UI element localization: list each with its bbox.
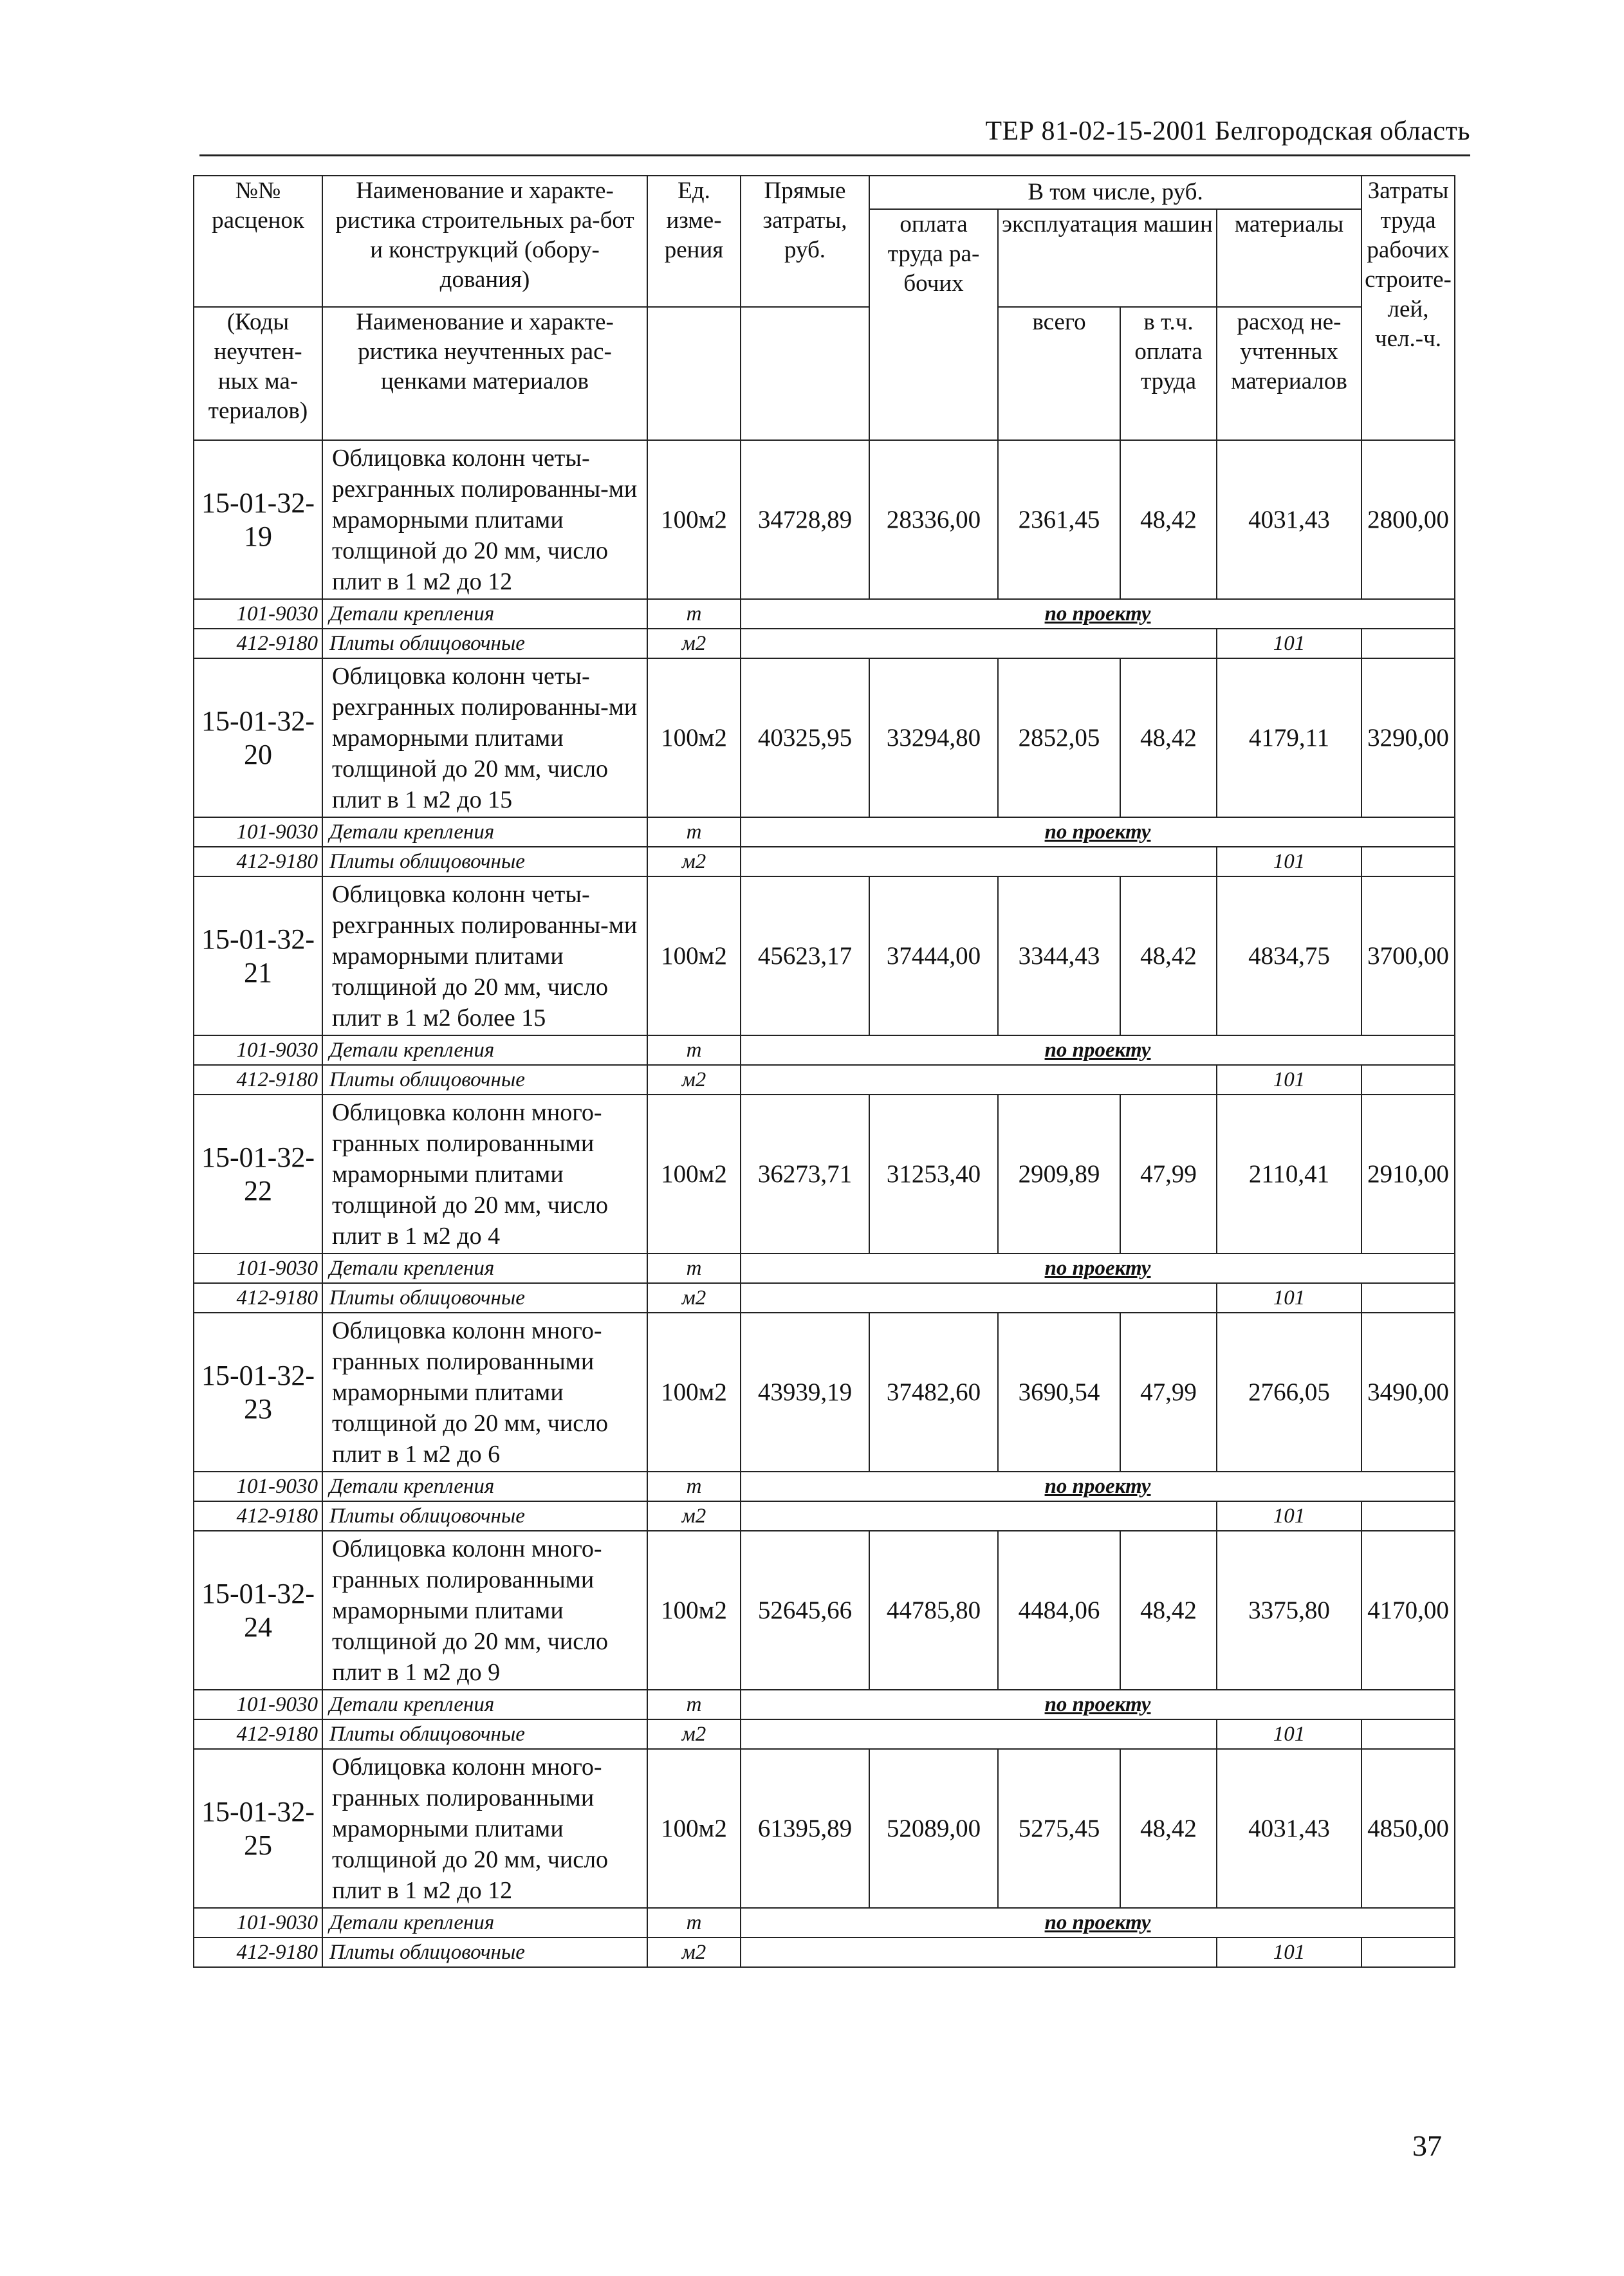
rate-name: Облицовка колонн много-гранных полированными мраморными плитами толщиной до 20 мм, число плит в 1 м2 до 12 (322, 1749, 647, 1908)
rate-wages: 28336,00 (869, 440, 998, 599)
material-unit: м2 (647, 1719, 741, 1749)
rate-machines-wages: 48,42 (1120, 876, 1217, 1035)
rate-materials: 3375,80 (1217, 1531, 1361, 1690)
col-header-direct: Прямые затраты, руб. (741, 176, 869, 307)
page-header (199, 115, 1470, 156)
material-code: 412-9180 (194, 1719, 322, 1749)
rate-row (194, 1095, 1455, 1254)
material-code: 101-9030 (194, 599, 322, 629)
material-unit: т (647, 599, 741, 629)
material-row (194, 1283, 1455, 1313)
rate-direct-costs: 52645,66 (741, 1531, 869, 1690)
rate-direct-costs: 45623,17 (741, 876, 869, 1035)
rate-name: Облицовка колонн четы-рехгранных полированны-ми мраморными плитами толщиной до 20 мм, число плит в 1 м2 до 15 (322, 658, 647, 817)
col-header-machines: эксплуатация машин (998, 209, 1217, 307)
rate-unit: 100м2 (647, 440, 741, 599)
rate-row (194, 1531, 1455, 1690)
material-code: 101-9030 (194, 1472, 322, 1501)
material-unit: м2 (647, 1283, 741, 1313)
material-unit: м2 (647, 1938, 741, 1967)
rate-unit: 100м2 (647, 1313, 741, 1472)
rate-labor: 4170,00 (1361, 1531, 1455, 1690)
material-name: Детали крепления (322, 1254, 647, 1283)
rate-unit: 100м2 (647, 1095, 741, 1254)
header-row-1 (194, 176, 1455, 209)
rate-row (194, 440, 1455, 599)
material-row (194, 847, 1455, 876)
material-quantity: по проекту (741, 1472, 1455, 1501)
rate-machines-wages: 48,42 (1120, 1749, 1217, 1908)
material-quantity: по проекту (741, 1035, 1455, 1065)
rate-direct-costs: 36273,71 (741, 1095, 869, 1254)
rate-name: Облицовка колонн много-гранных полированными мраморными плитами толщиной до 20 мм, число плит в 1 м2 до 4 (322, 1095, 647, 1254)
material-row (194, 1719, 1455, 1749)
col-header-code-alt: (Коды неучтен-ных ма-териалов) (194, 307, 322, 440)
material-unit: м2 (647, 1065, 741, 1095)
rate-labor: 3290,00 (1361, 658, 1455, 817)
material-code: 412-9180 (194, 1938, 322, 1967)
material-name: Детали крепления (322, 1472, 647, 1501)
material-unit: т (647, 1035, 741, 1065)
rate-machines-total: 4484,06 (998, 1531, 1120, 1690)
rate-code: 15-01-32-22 (194, 1095, 322, 1254)
material-name: Плиты облицовочные (322, 629, 647, 658)
rate-machines-total: 2852,05 (998, 658, 1120, 817)
material-row (194, 599, 1455, 629)
rate-machines-wages: 48,42 (1120, 658, 1217, 817)
material-row (194, 1035, 1455, 1065)
material-code: 101-9030 (194, 1254, 322, 1283)
rate-unit: 100м2 (647, 876, 741, 1035)
rate-wages: 44785,80 (869, 1531, 998, 1690)
material-quantity: по проекту (741, 599, 1455, 629)
material-quantity: 101 (1217, 1938, 1361, 1967)
rate-code: 15-01-32-24 (194, 1531, 322, 1690)
material-name: Детали крепления (322, 1035, 647, 1065)
material-name: Детали крепления (322, 1690, 647, 1719)
rate-name: Облицовка колонн много-гранных полированными мраморными плитами толщиной до 20 мм, число плит в 1 м2 до 6 (322, 1313, 647, 1472)
rate-labor: 2800,00 (1361, 440, 1455, 599)
material-code: 101-9030 (194, 1908, 322, 1938)
material-quantity: 101 (1217, 1065, 1361, 1095)
material-code: 412-9180 (194, 1065, 322, 1095)
rate-code: 15-01-32-20 (194, 658, 322, 817)
col-header-materials: материалы (1217, 209, 1361, 307)
col-header-machines-wages: в т.ч. оплата труда (1120, 307, 1217, 440)
rate-code: 15-01-32-21 (194, 876, 322, 1035)
rate-machines-wages: 48,42 (1120, 440, 1217, 599)
rate-row (194, 876, 1455, 1035)
material-row (194, 1254, 1455, 1283)
col-header-incl: В том числе, руб. (869, 176, 1361, 209)
material-name: Плиты облицовочные (322, 847, 647, 876)
rate-wages: 37444,00 (869, 876, 998, 1035)
material-quantity: 101 (1217, 847, 1361, 876)
rate-machines-total: 3344,43 (998, 876, 1120, 1035)
material-quantity: по проекту (741, 1254, 1455, 1283)
rate-labor: 2910,00 (1361, 1095, 1455, 1254)
rate-row (194, 1313, 1455, 1472)
rates-table (193, 175, 1455, 1968)
material-row (194, 1501, 1455, 1531)
col-header-wages: оплата труда ра-бочих (869, 209, 998, 440)
page-number: 37 (1412, 2129, 1442, 2162)
material-unit: м2 (647, 629, 741, 658)
rate-materials: 2766,05 (1217, 1313, 1361, 1472)
material-unit: т (647, 817, 741, 847)
rate-direct-costs: 61395,89 (741, 1749, 869, 1908)
material-quantity: 101 (1217, 1501, 1361, 1531)
rate-code: 15-01-32-23 (194, 1313, 322, 1472)
rate-machines-total: 2361,45 (998, 440, 1120, 599)
material-row (194, 1938, 1455, 1967)
material-quantity: по проекту (741, 1690, 1455, 1719)
rate-unit: 100м2 (647, 1531, 741, 1690)
material-row (194, 629, 1455, 658)
col-header-unit: Ед. изме-рения (647, 176, 741, 307)
rate-unit: 100м2 (647, 658, 741, 817)
material-unit: т (647, 1690, 741, 1719)
rate-unit: 100м2 (647, 1749, 741, 1908)
rate-machines-wages: 48,42 (1120, 1531, 1217, 1690)
rate-direct-costs: 34728,89 (741, 440, 869, 599)
material-row (194, 1908, 1455, 1938)
material-code: 412-9180 (194, 847, 322, 876)
col-header-code: №№ расценок (194, 176, 322, 307)
material-code: 101-9030 (194, 817, 322, 847)
rate-machines-wages: 47,99 (1120, 1095, 1217, 1254)
material-name: Плиты облицовочные (322, 1283, 647, 1313)
col-header-materials-alt: расход не-учтенных материалов (1217, 307, 1361, 440)
rate-wages: 52089,00 (869, 1749, 998, 1908)
col-header-name-alt: Наименование и характе-ристика неучтенных рас-ценками материалов (322, 307, 647, 440)
material-quantity: по проекту (741, 1908, 1455, 1938)
rate-row (194, 1749, 1455, 1908)
rate-materials: 4179,11 (1217, 658, 1361, 817)
document-title: ТЕР 81-02-15-2001 Белгородская область (985, 116, 1470, 146)
col-header-labor: Затраты труда рабочих строите-лей, чел.-ч. (1361, 176, 1455, 440)
material-code: 101-9030 (194, 1690, 322, 1719)
rate-materials: 4031,43 (1217, 440, 1361, 599)
col-header-machines-total: всего (998, 307, 1120, 440)
material-quantity: 101 (1217, 629, 1361, 658)
rate-code: 15-01-32-19 (194, 440, 322, 599)
rate-code: 15-01-32-25 (194, 1749, 322, 1908)
material-quantity: по проекту (741, 817, 1455, 847)
material-row (194, 1690, 1455, 1719)
rate-wages: 31253,40 (869, 1095, 998, 1254)
rate-materials: 4031,43 (1217, 1749, 1361, 1908)
material-quantity: 101 (1217, 1283, 1361, 1313)
material-code: 412-9180 (194, 1501, 322, 1531)
col-header-name: Наименование и характе-ристика строительных ра-бот и конструкций (обору-дования) (322, 176, 647, 307)
material-name: Плиты облицовочные (322, 1938, 647, 1967)
material-row (194, 817, 1455, 847)
rate-labor: 3490,00 (1361, 1313, 1455, 1472)
material-name: Плиты облицовочные (322, 1065, 647, 1095)
material-name: Детали крепления (322, 1908, 647, 1938)
rate-labor: 3700,00 (1361, 876, 1455, 1035)
rate-machines-total: 3690,54 (998, 1313, 1120, 1472)
rate-labor: 4850,00 (1361, 1749, 1455, 1908)
rate-materials: 2110,41 (1217, 1095, 1361, 1254)
rate-name: Облицовка колонн четы-рехгранных полированны-ми мраморными плитами толщиной до 20 мм, число плит в 1 м2 до 12 (322, 440, 647, 599)
rate-name: Облицовка колонн много-гранных полированными мраморными плитами толщиной до 20 мм, число плит в 1 м2 до 9 (322, 1531, 647, 1690)
material-unit: т (647, 1254, 741, 1283)
material-row (194, 1065, 1455, 1095)
rate-wages: 37482,60 (869, 1313, 998, 1472)
material-unit: т (647, 1472, 741, 1501)
material-name: Детали крепления (322, 599, 647, 629)
material-name: Плиты облицовочные (322, 1719, 647, 1749)
material-row (194, 1472, 1455, 1501)
rate-machines-total: 5275,45 (998, 1749, 1120, 1908)
rate-row (194, 658, 1455, 817)
material-unit: т (647, 1908, 741, 1938)
material-unit: м2 (647, 847, 741, 876)
rate-machines-total: 2909,89 (998, 1095, 1120, 1254)
rate-direct-costs: 43939,19 (741, 1313, 869, 1472)
material-code: 412-9180 (194, 1283, 322, 1313)
rate-name: Облицовка колонн четы-рехгранных полированны-ми мраморными плитами толщиной до 20 мм, число плит в 1 м2 более 15 (322, 876, 647, 1035)
material-unit: м2 (647, 1501, 741, 1531)
rate-wages: 33294,80 (869, 658, 998, 817)
material-code: 101-9030 (194, 1035, 322, 1065)
material-quantity: 101 (1217, 1719, 1361, 1749)
material-name: Детали крепления (322, 817, 647, 847)
rate-materials: 4834,75 (1217, 876, 1361, 1035)
material-code: 412-9180 (194, 629, 322, 658)
rate-machines-wages: 47,99 (1120, 1313, 1217, 1472)
material-name: Плиты облицовочные (322, 1501, 647, 1531)
rate-direct-costs: 40325,95 (741, 658, 869, 817)
